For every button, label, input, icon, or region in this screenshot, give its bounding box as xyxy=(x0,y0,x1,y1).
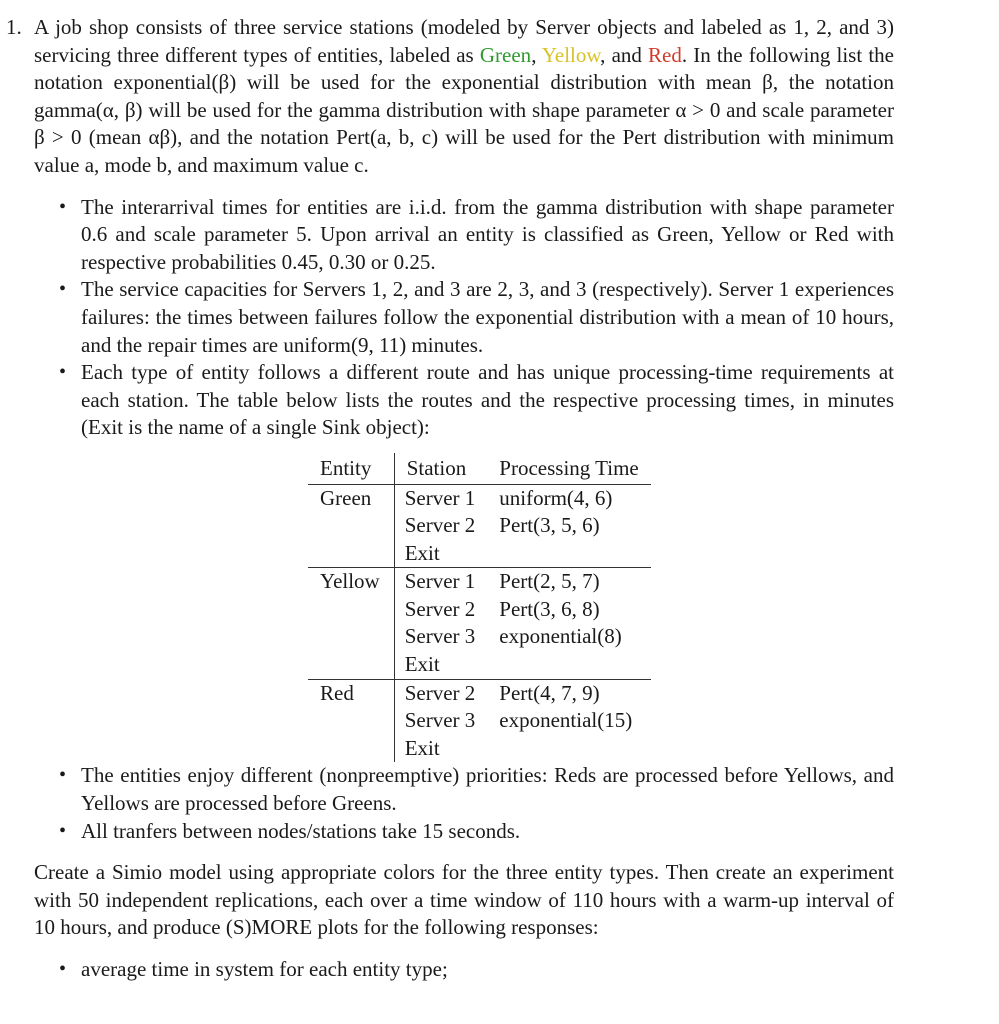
entity-cell xyxy=(308,651,394,679)
processing-time-cell: uniform(4, 6) xyxy=(499,485,613,510)
header-processing-time: Processing Time xyxy=(487,453,650,484)
list-item xyxy=(0,359,894,442)
processing-time-cell: Pert(4, 7, 9) xyxy=(499,680,600,705)
processing-time-cell: exponential(15) xyxy=(499,708,633,733)
assumption-list xyxy=(0,194,999,442)
bullet-text: The interarrival times for entities are i.i.d. from the gamma distribution with shape parameter 0.6 and scale parameter 5. Upon arrival an entity is classified as Green, Yellow or Red with respective probabilities 0.45, 0.30 or 0.25. xyxy=(81,194,894,274)
entity-cell xyxy=(308,707,394,735)
table-row xyxy=(308,679,651,707)
entity-cell: Yellow xyxy=(308,568,394,596)
station-cell: Exit xyxy=(404,735,440,760)
station-cell: Server 2 xyxy=(404,596,476,621)
entity-cell: Green xyxy=(308,484,394,512)
table-row xyxy=(308,707,651,735)
entity-cell xyxy=(308,735,394,763)
bullet-icon: • xyxy=(59,958,67,980)
entity-cell xyxy=(308,596,394,624)
yellow-label: Yellow xyxy=(541,42,601,67)
green-label: Green xyxy=(479,42,532,67)
station-cell: Exit xyxy=(394,651,487,679)
entity-cell: Red xyxy=(308,679,394,707)
priority-list xyxy=(0,762,999,845)
entity-cell xyxy=(308,512,394,540)
header-station: Station xyxy=(394,453,487,484)
table-row xyxy=(308,623,651,651)
list-item xyxy=(0,194,894,277)
bullet-icon: • xyxy=(59,819,67,842)
station-cell: Server 1 xyxy=(404,569,476,594)
problem-statement xyxy=(0,14,894,180)
bullet-icon: • xyxy=(59,278,67,301)
table-row xyxy=(308,484,651,512)
station-cell: Server 2 xyxy=(404,680,476,705)
list-item xyxy=(0,818,894,846)
entity-cell xyxy=(308,623,394,651)
intro-sep-1: , xyxy=(531,42,542,67)
processing-time-cell xyxy=(487,651,650,679)
table-row xyxy=(308,735,651,763)
table-row xyxy=(308,568,651,596)
bullet-icon: • xyxy=(59,764,67,787)
red-label: Red xyxy=(648,42,682,67)
routes-table xyxy=(308,453,651,763)
intro-text-1: A job shop consists of three service stations (modeled by Server objects and labeled as 1, 2, and 3) servicing three different types of entities, labeled as xyxy=(34,15,894,67)
table-row xyxy=(308,540,651,568)
processing-time-cell xyxy=(487,540,650,568)
bullet-text: The service capacities for Servers 1, 2, and 3 are 2, 3, and 3 (respectively). Server 1 experiences failures: the times between failures follow the exponential distribution with a mean of 10 hours, and the repair times are uniform(9, 11) minutes. xyxy=(81,277,894,357)
processing-time-cell: Pert(2, 5, 7) xyxy=(499,569,600,594)
list-item xyxy=(0,276,894,359)
processing-time-cell: Pert(3, 5, 6) xyxy=(499,513,600,538)
bullet-icon: • xyxy=(59,361,67,384)
problem-number: 1. xyxy=(6,15,22,39)
document-page xyxy=(0,14,999,984)
responses-list xyxy=(0,956,999,984)
response-text: average time in system for each entity type; xyxy=(81,957,448,981)
closing-paragraph: Create a Simio model using appropriate colors for the three entity types. Then create an experiment with 50 independent replications, each over a time window of 110 hours with a warm-up interval of 10 hours, and produce (S)MORE plots for the following responses: xyxy=(34,860,894,940)
list-item xyxy=(0,762,894,817)
bullet-text: The entities enjoy different (nonpreemptive) priorities: Reds are processed before Yellows, and Yellows are processed before Greens. xyxy=(81,763,894,816)
table-header-row xyxy=(308,453,651,484)
processing-time-cell xyxy=(487,735,650,763)
processing-time-cell: exponential(8) xyxy=(499,624,622,649)
table-row xyxy=(308,512,651,540)
station-cell: Server 1 xyxy=(404,485,476,510)
intro-text-2: . In the following list the notation exponential(β) will be used for the exponential distribution with mean β, the notation gamma(α, β) will be used for the gamma distribution with shape parameter α > 0 and scale parameter β > 0 (mean αβ), and the notation Pert(a, b, c) will be used for the Pert distribution with minimum value a, mode b, and maximum value c. xyxy=(34,42,894,177)
station-cell: Server 3 xyxy=(404,708,476,733)
station-cell: Server 2 xyxy=(404,513,476,538)
processing-time-cell: Pert(3, 6, 8) xyxy=(499,596,600,621)
bullet-text: Each type of entity follows a different route and has unique processing-time requirements at each station. The table below lists the routes and the respective processing times, in minutes (Exit is the name of a single Sink object): xyxy=(81,360,894,440)
table-row xyxy=(308,596,651,624)
station-cell: Server 3 xyxy=(404,624,476,649)
entity-cell xyxy=(308,540,394,568)
table-row xyxy=(308,651,651,679)
station-cell: Exit xyxy=(394,540,487,568)
bullet-text: All tranfers between nodes/stations take 15 seconds. xyxy=(81,818,521,843)
bullet-icon: • xyxy=(59,195,67,218)
list-item xyxy=(0,956,999,984)
header-entity: Entity xyxy=(308,453,394,484)
intro-sep-2: , and xyxy=(600,42,649,67)
